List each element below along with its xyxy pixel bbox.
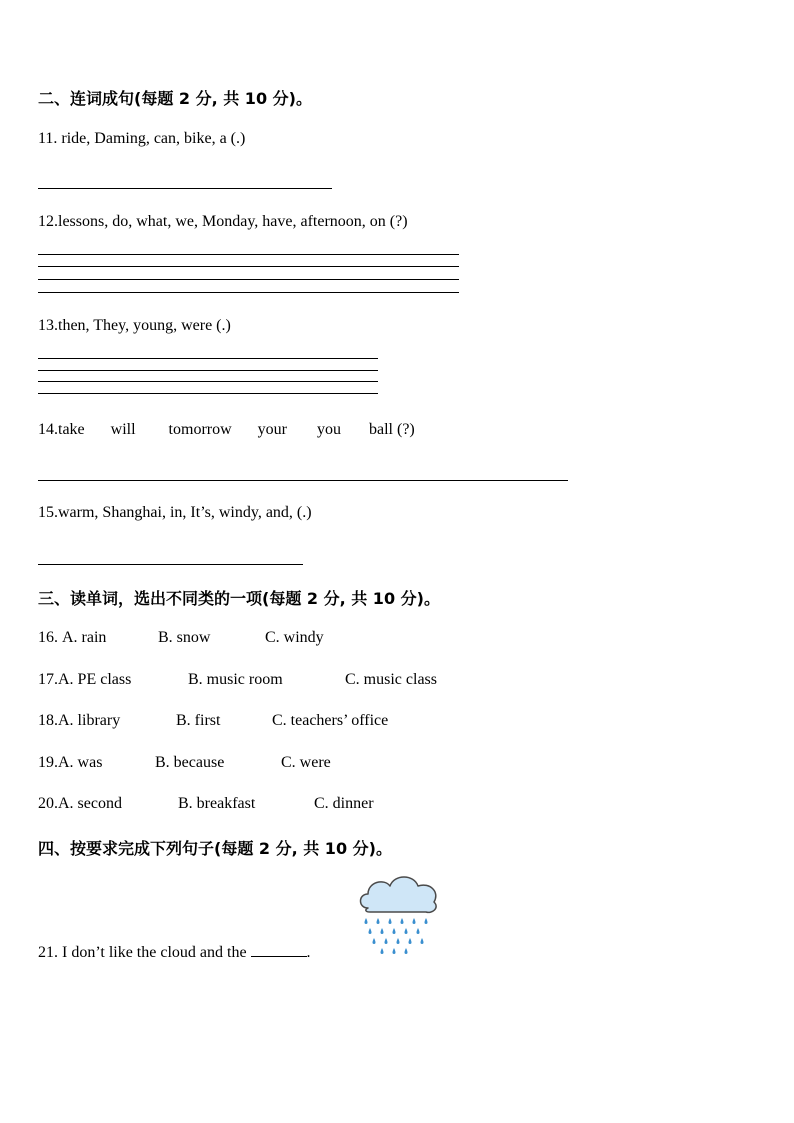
q20-option-a: A. second [58,795,122,812]
answer-line-14[interactable] [38,480,568,481]
q14-word: will [110,421,136,438]
rain-drop [405,928,408,934]
question-15: 15.warm, Shanghai, in, It’s, windy, and, (.) [38,504,312,521]
rain-drop [373,938,376,944]
q18-option-b: B. first [176,712,221,729]
rain-drop [393,928,396,934]
section-2-heading: 二、连词成句(每题 2 分, 共 10 分)。 [38,89,312,108]
rain-drop [381,928,384,934]
q17-number: 17. [38,671,58,688]
question-17 [38,671,437,689]
rain-drop [397,938,400,944]
rain-drop [409,938,412,944]
writing-line-12-2[interactable] [38,266,459,267]
q14-word: tomorrow [168,421,232,438]
answer-line-11[interactable] [38,188,332,189]
q20-option-c: C. dinner [314,795,374,812]
cloud-shape [361,877,437,912]
question-12: 12.lessons, do, what, we, Monday, have, afternoon, on (?) [38,213,408,230]
q16-option-b: B. snow [158,629,211,646]
rain-drop [393,948,396,954]
question-21 [38,942,311,962]
q16-option-a: A. rain [62,629,107,646]
rain-drop [385,938,388,944]
writing-line-13-4[interactable] [38,393,378,394]
q14-word: your [257,421,287,438]
q16-number: 16. [38,629,62,646]
q19-number: 19. [38,754,58,771]
q17-option-c: C. music class [345,671,437,688]
q19-option-b: B. because [155,754,225,771]
section-3-heading: 三、读单词，选出不同类的一项(每题 2 分, 共 10 分)。 [38,589,440,608]
q18-number: 18. [38,712,58,729]
question-16 [38,629,324,647]
q14-word: ball [368,421,393,438]
q17-option-b: B. music room [188,671,283,688]
rain-drop [401,918,404,924]
writing-line-12-1[interactable] [38,254,459,255]
rain-drops [365,918,428,954]
writing-line-13-3[interactable] [38,381,378,382]
question-20 [38,795,374,813]
rain-drop [421,938,424,944]
writing-line-12-3[interactable] [38,279,459,280]
rain-drop [381,948,384,954]
q14-word: 14.take [38,421,85,438]
rain-drop [369,928,372,934]
answer-blank-21[interactable] [251,942,307,957]
q20-number: 20. [38,795,58,812]
q14-word: you [316,421,341,438]
q16-option-c: C. windy [265,629,324,646]
question-11: 11. ride, Daming, can, bike, a (.) [38,130,246,147]
rain-drop [365,918,368,924]
q19-option-c: C. were [281,754,331,771]
section-4-heading: 四、按要求完成下列句子(每题 2 分, 共 10 分)。 [38,839,392,858]
rain-drop [417,928,420,934]
question-13: 13.then, They, young, were (.) [38,317,231,334]
rain-cloud-icon [356,872,440,956]
q18-option-a: A. library [58,712,121,729]
rain-drop [413,918,416,924]
writing-line-13-1[interactable] [38,358,378,359]
rain-drop [425,918,428,924]
q21-text: 21. I don’t like the cloud and the [38,944,251,961]
question-19 [38,754,331,772]
answer-line-15[interactable] [38,564,303,565]
q14-punct: (?) [396,421,415,438]
q17-option-a: A. PE class [58,671,132,688]
rain-drop [377,918,380,924]
q20-option-b: B. breakfast [178,795,256,812]
rain-drop [389,918,392,924]
question-18 [38,712,388,730]
writing-line-13-2[interactable] [38,370,378,371]
q21-end: . [306,944,311,961]
question-14 [38,421,415,439]
q19-option-a: A. was [58,754,103,771]
rain-drop [405,948,408,954]
q18-option-c: C. teachers’ office [272,712,389,729]
writing-line-12-4[interactable] [38,292,459,293]
